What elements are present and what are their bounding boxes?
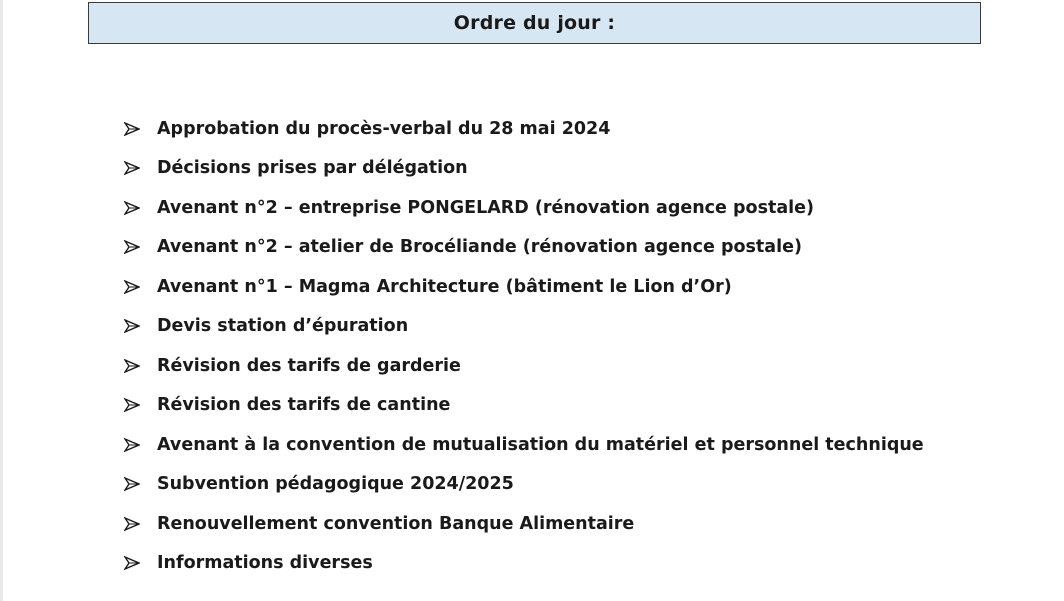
arrowhead-bullet-icon bbox=[124, 398, 157, 412]
agenda-item bbox=[124, 188, 924, 228]
agenda-item bbox=[124, 267, 924, 307]
arrowhead-bullet-icon bbox=[124, 477, 157, 491]
arrowhead-bullet-icon bbox=[124, 122, 157, 136]
agenda-item-label: Subvention pédagogique 2024/2025 bbox=[157, 474, 514, 495]
agenda-item bbox=[124, 346, 924, 386]
arrowhead-bullet-icon bbox=[124, 359, 157, 373]
agenda-item-label: Avenant à la convention de mutualisation du matériel et personnel technique bbox=[157, 434, 924, 455]
agenda-title: Ordre du jour : bbox=[453, 12, 616, 34]
agenda-list bbox=[124, 109, 924, 583]
agenda-item bbox=[124, 465, 924, 505]
agenda-item bbox=[124, 425, 924, 465]
agenda-item bbox=[124, 228, 924, 268]
agenda-item bbox=[124, 149, 924, 189]
arrowhead-bullet-icon bbox=[124, 517, 157, 531]
agenda-item-label: Avenant n°2 – atelier de Brocéliande (rénovation agence postale) bbox=[157, 237, 802, 258]
arrowhead-bullet-icon bbox=[124, 556, 157, 570]
agenda-item-label: Décisions prises par délégation bbox=[157, 158, 468, 179]
arrowhead-bullet-icon bbox=[124, 319, 157, 333]
agenda-item-label: Révision des tarifs de garderie bbox=[157, 355, 461, 376]
agenda-item-label: Approbation du procès-verbal du 28 mai 2024 bbox=[157, 118, 611, 139]
agenda-item bbox=[124, 504, 924, 544]
agenda-item-label: Avenant n°2 – entreprise PONGELARD (rénovation agence postale) bbox=[157, 197, 815, 218]
arrowhead-bullet-icon bbox=[124, 438, 157, 452]
agenda-item-label: Avenant n°1 – Magma Architecture (bâtiment le Lion d’Or) bbox=[157, 276, 732, 297]
arrowhead-bullet-icon bbox=[124, 240, 157, 254]
agenda-item bbox=[124, 307, 924, 347]
arrowhead-bullet-icon bbox=[124, 201, 157, 215]
agenda-item bbox=[124, 544, 924, 584]
agenda-item-label: Devis station d’épuration bbox=[157, 316, 409, 337]
agenda-item bbox=[124, 109, 924, 149]
arrowhead-bullet-icon bbox=[124, 161, 157, 175]
agenda-header-box bbox=[88, 2, 981, 44]
agenda-item-label: Renouvellement convention Banque Alimentaire bbox=[157, 513, 635, 534]
agenda-item bbox=[124, 386, 924, 426]
agenda-item-label: Informations diverses bbox=[157, 553, 373, 574]
agenda-item-label: Révision des tarifs de cantine bbox=[157, 395, 451, 416]
arrowhead-bullet-icon bbox=[124, 280, 157, 294]
scan-edge bbox=[0, 0, 3, 601]
